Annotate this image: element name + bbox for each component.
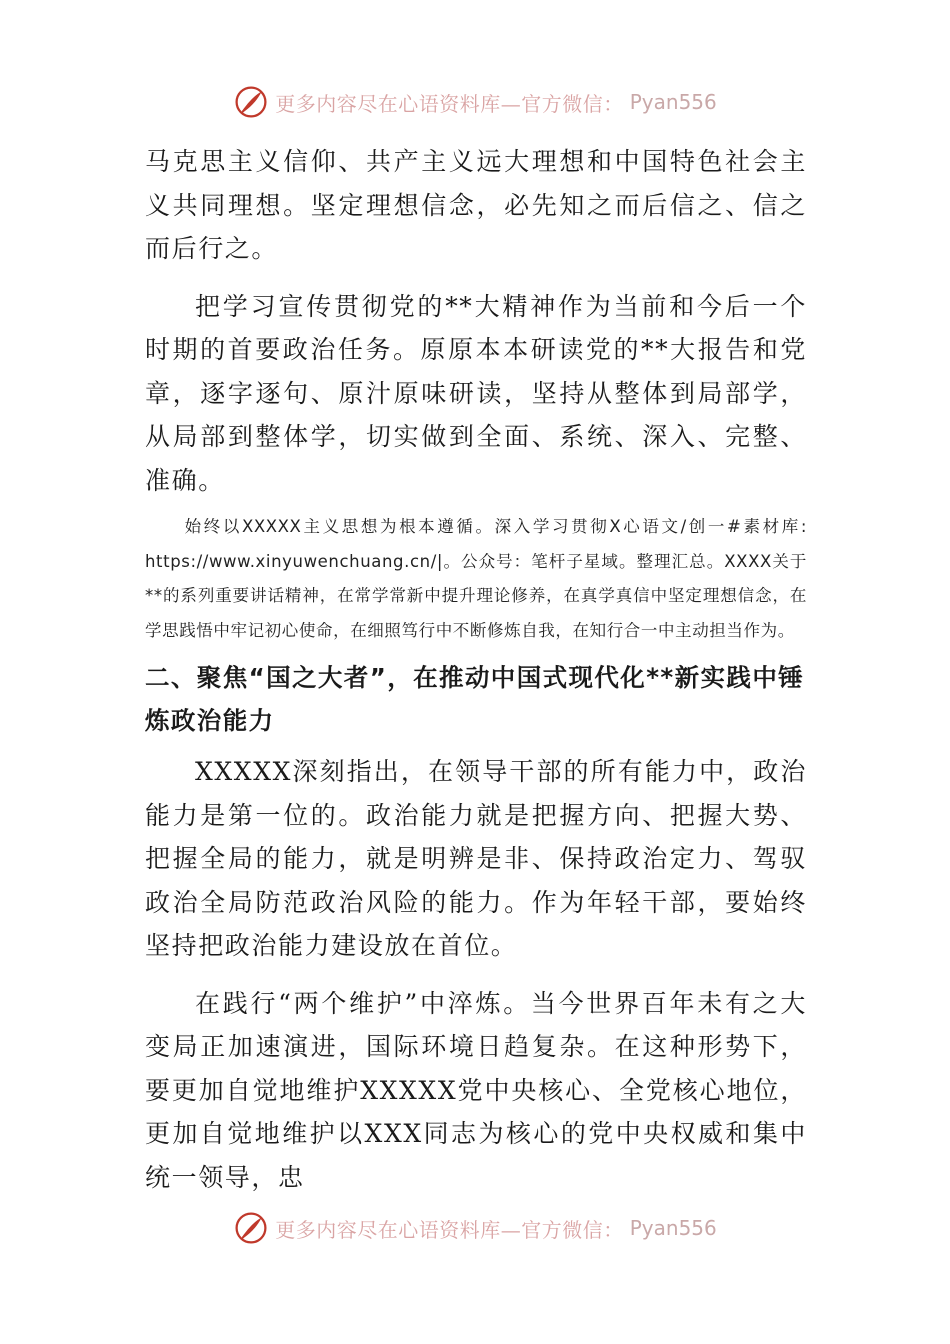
banner-wechat-id: Pyan556 [629, 90, 717, 114]
paragraph-1: 马克思主义信仰、共产主义远大理想和中国特色社会主义共同理想。坚定理想信念，必先知之而后信之、信之而后行之。 [145, 147, 807, 263]
paragraph-5: 在践行“两个维护”中淬炼。当今世界百年未有之大变局正加速演进，国际环境日趋复杂。在这种形势下，要更加自觉地维护XXXXX党中央核心、全党核心地位，更加自觉地维护以XXX同志为核心的党中央权威和集中统一领导，忠 [145, 988, 807, 1192]
paragraph-3: 始终以XXXXX主义思想为根本遵循。深入学习贯彻X心语文/创一#素材库: https://www.xinyuwenchuang.cn/|。公众号：笔杆子星域。整理汇总。XXXX关于**的系列重要讲话精神，在常学常新中提升理论修养，在真学真信中坚定理想信念，在学思践悟中牢记初心使命，在细照笃行中不断修炼自我，在知行合一中主动担当作为。 [145, 517, 807, 640]
paragraph-4: XXXXX深刻指出，在领导干部的所有能力中，政治能力是第一位的。政治能力就是把握方向、把握大势、把握全局的能力，就是明辨是非、保持政治定力、驾驭政治全局防范政治风险的能力。作为年轻干部，要始终坚持把政治能力建设放在首位。 [145, 757, 807, 960]
document-body [145, 140, 807, 1199]
header-banner [0, 82, 950, 122]
paragraph-2: 把学习宣传贯彻党的**大精神作为当前和今后一个时期的首要政治任务。原原本本研读党的**大报告和党章，逐字逐句、原汁原味研读，坚持从整体到局部学，从局部到整体学，切实做到全面、系统、深入、完整、准确。 [145, 291, 807, 495]
section-heading: 二、聚焦“国之大者”，在推动中国式现代化**新实践中锤炼政治能力 [145, 663, 805, 735]
quill-logo-icon [233, 84, 269, 120]
footer-banner [0, 1208, 950, 1248]
banner-wechat-id: Pyan556 [629, 1216, 717, 1240]
banner-text: 更多内容尽在心语资料库—官方微信： [275, 91, 624, 116]
banner-text: 更多内容尽在心语资料库—官方微信： [275, 1217, 624, 1242]
quill-logo-icon [233, 1210, 269, 1246]
